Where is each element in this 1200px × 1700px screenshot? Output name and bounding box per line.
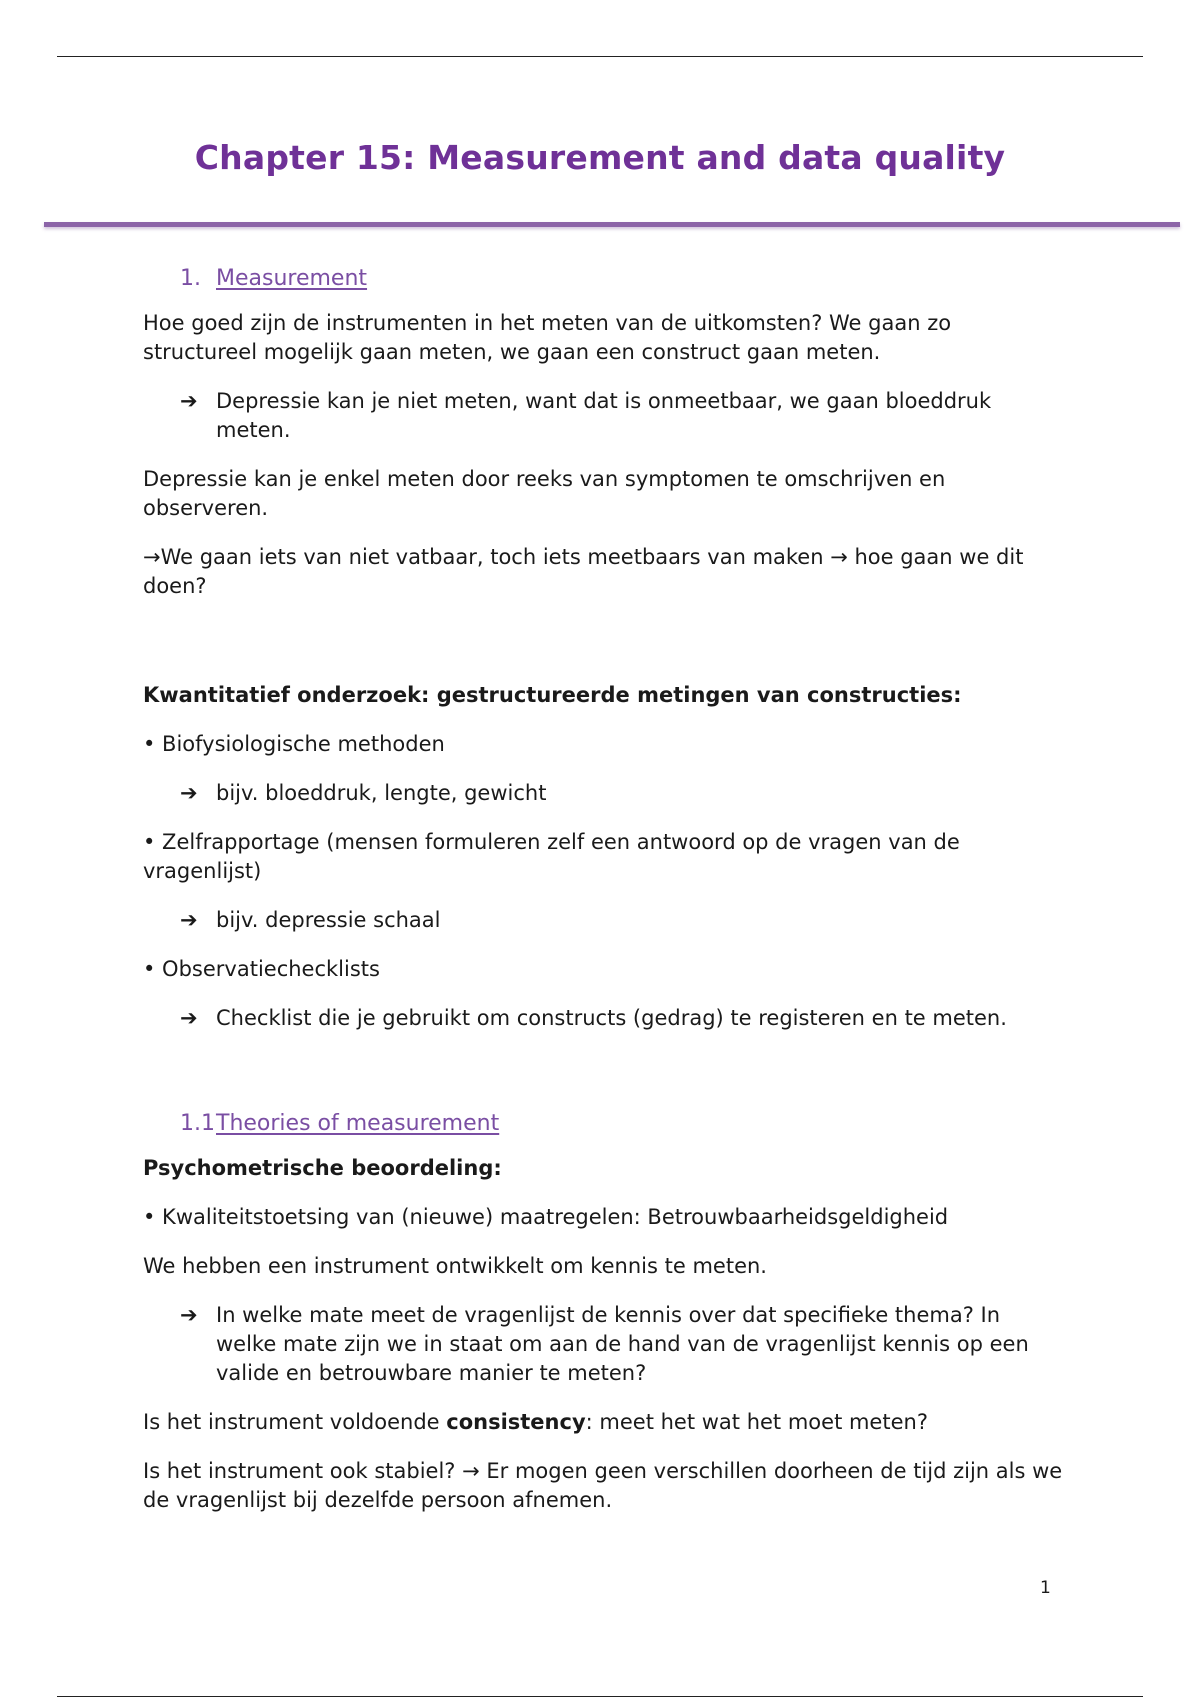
- page-number: 1: [1040, 1578, 1051, 1598]
- section-number: 1.: [180, 266, 201, 291]
- page-title: Chapter 15: Measurement and data quality: [194, 138, 1006, 177]
- consistency-text-pre: Is het instrument voldoende: [143, 1410, 447, 1434]
- title-underline-rule: [44, 222, 1180, 227]
- paragraph-stabiel: Is het instrument ook stabiel? → Er mogen geen verschillen doorheen de tijd zijn als we de vragenlijst bij dezelfde persoon afnemen.: [143, 1459, 1063, 1512]
- section-heading-measurement: [180, 264, 1063, 293]
- section-link-theories[interactable]: Theories of measurement: [216, 1111, 500, 1136]
- arrow-item-text: Depressie kan je niet meten, want dat is onmeetbaar, we gaan bloeddruk meten.: [216, 389, 992, 442]
- paragraph-instruments: Hoe goed zijn de instrumenten in het meten van de uitkomsten? We gaan zo structureel mogelijk gaan meten, we gaan een construct gaan meten.: [143, 311, 952, 364]
- section-number: 1.1: [180, 1111, 215, 1136]
- arrow-icon: ➔: [180, 389, 198, 413]
- arrow-icon: ➔: [180, 908, 198, 932]
- bullet-observatie: • Observatiechecklists: [143, 957, 380, 981]
- arrow-item-checklist: [143, 1004, 1063, 1033]
- arrow-item-bloeddruk: [143, 779, 1063, 808]
- arrow-item-depressie: [143, 387, 1063, 445]
- document-body: [143, 264, 1063, 1535]
- paragraph-instrument-kennis: We hebben een instrument ontwikkelt om kennis te meten.: [143, 1254, 767, 1278]
- bold-heading-kwantitatief: Kwantitatief onderzoek: gestructureerde metingen van constructies:: [143, 683, 962, 707]
- paragraph-symptomen: Depressie kan je enkel meten door reeks van symptomen te omschrijven en observeren.: [143, 467, 946, 520]
- section-link-measurement[interactable]: Measurement: [216, 266, 368, 291]
- arrow-icon: ➔: [180, 781, 198, 805]
- arrow-icon: ➔: [180, 1303, 198, 1327]
- arrow-item-welke-mate: [143, 1301, 1063, 1388]
- arrow-icon: ➔: [180, 1006, 198, 1030]
- paragraph-meetbaar: →We gaan iets van niet vatbaar, toch iets meetbaars van maken → hoe gaan we dit doen?: [143, 545, 1024, 598]
- bullet-biofysiologisch: • Biofysiologische methoden: [143, 732, 445, 756]
- bullet-kwaliteitstoetsing: • Kwaliteitstoetsing van (nieuwe) maatregelen: Betrouwbaarheidsgeldigheid: [143, 1205, 949, 1229]
- top-rule: [57, 56, 1143, 57]
- paragraph-consistency: [143, 1408, 1063, 1437]
- bullet-zelfrapportage: • Zelfrapportage (mensen formuleren zelf een antwoord op de vragen van de vragenlijst): [143, 830, 960, 883]
- arrow-item-depressie-schaal: [143, 906, 1063, 935]
- section-heading-theories: [180, 1109, 1063, 1138]
- arrow-item-text: In welke mate meet de vragenlijst de kennis over dat specifieke thema? In welke mate zijn we in staat om aan de hand van de vragenlijst kennis op een valide en betrouwbare manier te meten?: [216, 1303, 1029, 1385]
- consistency-term: consistency: [446, 1410, 586, 1434]
- arrow-item-text: bijv. depressie schaal: [216, 908, 441, 932]
- bottom-rule: [57, 1696, 1143, 1697]
- arrow-item-text: Checklist die je gebruikt om constructs (gedrag) te registeren en te meten.: [216, 1006, 1007, 1030]
- arrow-item-text: bijv. bloeddruk, lengte, gewicht: [216, 781, 547, 805]
- bold-heading-psychometrisch: Psychometrische beoordeling:: [143, 1156, 502, 1180]
- consistency-text-post: : meet het wat het moet meten?: [585, 1410, 928, 1434]
